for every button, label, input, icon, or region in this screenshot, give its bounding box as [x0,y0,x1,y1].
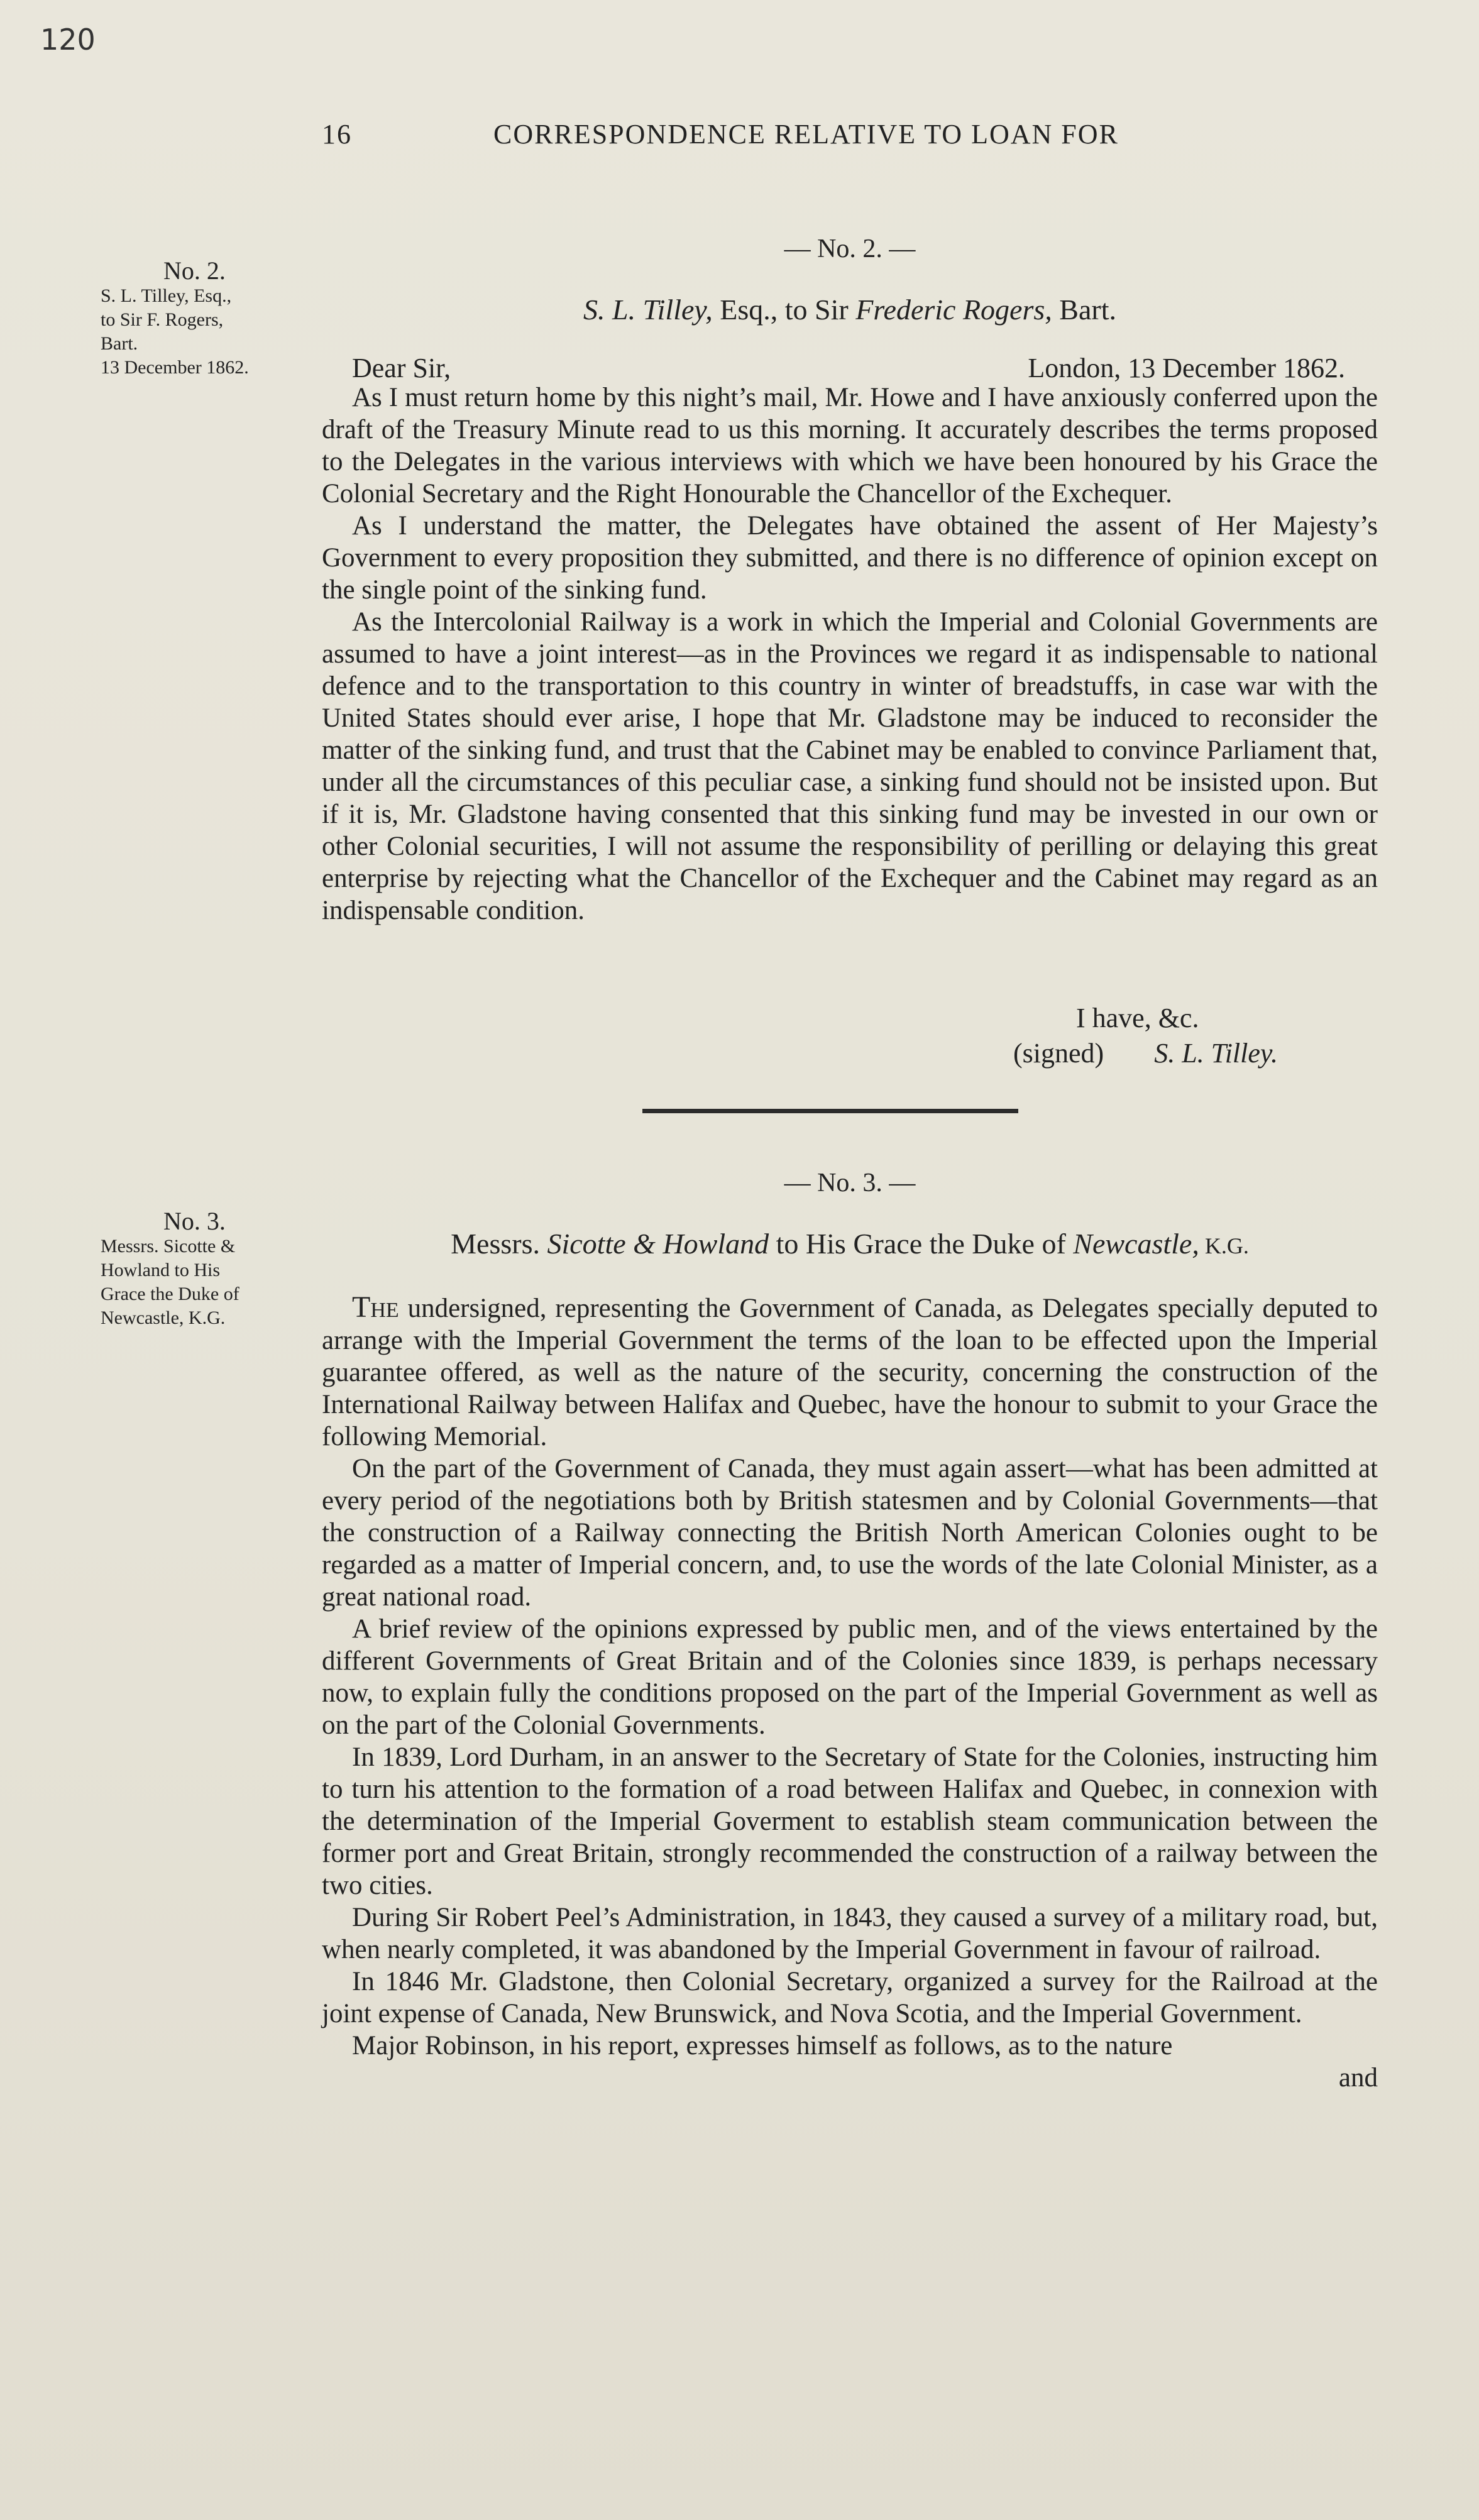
section-divider [642,1109,1018,1113]
paragraph: Major Robinson, in his report, expresses himself as follows, as to the nature [352,2031,1173,2061]
salutation: Dear Sir, [352,353,451,383]
letter-number-3: — No. 3. — [784,1169,916,1197]
letter-heading-2 [322,293,1378,326]
scan-page-number: 120 [40,23,96,57]
letter-heading-3 [322,1227,1378,1260]
heading-recipient: Frederic Rogers, [855,294,1052,326]
heading-ampersand: & [625,1228,663,1260]
margin-note-line: Messrs. Sicotte & [101,1236,236,1257]
heading-name-sicotte: Sicotte [547,1228,626,1260]
margin-note-line: Grace the Duke of [101,1284,239,1304]
paragraph: On the part of the Government of Canada, they must again assert—what has been admitted at every period of the negotiations both by British statesmen and by Colonial Governments—that the construction of a Railway connecting the British North American Colonies ought to be regarded as a matter of Imperial concern, and, to use the words of the late Colonial Minister, as a great national road. [322,1454,1378,1612]
signed-label: (signed) [1013,1038,1104,1069]
running-head-title: CORRESPONDENCE RELATIVE TO LOAN FOR [493,119,1119,150]
margin-note-line: Newcastle, K.G. [101,1307,226,1328]
paragraph: A brief review of the opinions expressed by public men, and of the views entertained by the different Governments of Great Britain and of the Colonies since 1839, is perhaps necessary now, to explain fully the conditions proposed on the part of the Imperial Government as well as on the part of the Colonial Governments. [322,1614,1378,1740]
paragraph: In 1846 Mr. Gladstone, then Colonial Secretary, organized a survey for the Railroad at the joint expense of Canada, New Brunswick, and Nova Scotia, and the Imperial Government. [322,1967,1378,2028]
letter-body-3 [322,1291,1378,2094]
paragraph: As I understand the matter, the Delegates have obtained the assent of Her Majesty’s Government to every proposition they submitted, and there is no difference of opinion except on the single point of the sinking fund. [322,511,1378,605]
heading-sender: S. L. Tilley, [583,294,713,326]
letter-body-2 [322,382,1378,927]
heading-prefix: Messrs. [451,1228,547,1260]
paragraph: In 1839, Lord Durham, in an answer to the Secretary of State for the Colonies, instructing him to turn his attention to the formation of a road between Halifax and Quebec, in connexion with the determination of the Imperial Goverment to establish steam communication between the former port and Great Britain, strongly recommended the construction of a railway between the two cities. [322,1742,1378,1900]
margin-note-line: Bart. [101,333,138,354]
margin-note-line: S. L. Tilley, Esq., [101,285,232,306]
heading-name-newcastle: Newcastle, [1073,1228,1199,1260]
margin-note-no3 [101,1209,314,1330]
margin-note-number: No. 3. [163,1207,226,1235]
heading-text: to His Grace the Duke of [769,1228,1074,1260]
paragraph [322,1291,1378,1453]
letter-number-2: — No. 2. — [784,234,916,263]
margin-note-line: to Sir F. Rogers, [101,309,224,330]
margin-note-line: 13 December 1862. [101,357,249,378]
heading-text: Esq., to Sir [712,294,856,326]
running-head [322,118,1378,150]
signature: S. L. Tilley. [1154,1038,1278,1069]
first-word: The [352,1290,399,1324]
place-date: London, 13 December 1862. [1028,353,1345,383]
paragraph-text: undersigned, representing the Government of Canada, as Delegates specially deputed to arrange with the Imperial Government the terms of the loan to be effected upon the Imperial guarantee offered, as well as the nature of the security, concerning the construction of the International Railway between Halifax and Quebec, have the honour to submit to your Grace the following Memorial. [322,1294,1378,1451]
catchword: and [1338,2063,1378,2093]
margin-note-number: No. 2. [163,256,226,285]
heading-name-howland: Howland [663,1228,769,1260]
heading-suffix: Bart. [1052,294,1116,326]
salutation-row [352,352,1377,384]
margin-note-line: Howland to His [101,1260,220,1280]
signoff [322,1001,1378,1071]
heading-suffix: K.G. [1199,1233,1249,1258]
closing: I have, &c. [1076,1003,1199,1033]
margin-note-no2 [101,256,314,380]
paragraph: During Sir Robert Peel’s Administration, in 1843, they caused a survey of a military road, but, when nearly completed, it was abandoned by the Imperial Government in favour of railroad. [322,1903,1378,1964]
paragraph: As I must return home by this night’s mail, Mr. Howe and I have anxiously conferred upon the draft of the Treasury Minute read to us this morning. It accurately describes the terms proposed to the Delegates in the various interviews with which we have been honoured by his Grace the Colonial Secretary and the Right Honourable the Chancellor of the Exchequer. [322,383,1378,509]
paragraph: As the Intercolonial Railway is a work in which the Imperial and Colonial Governments are assumed to have a joint interest—as in the Provinces we regard it as indispensable to national defence and to the transportation to this country in winter of breadstuffs, in case war with the United States should ever arise, I hope that Mr. Gladstone may be induced to reconsider the matter of the sinking fund, and trust that the Cabinet may be enabled to convince Parliament that, under all the circumstances of this peculiar case, a sinking fund should not be insisted upon. But if it is, Mr. Gladstone having consented that this sinking fund may be invested in our own or other Colonial securities, I will not assume the responsibility of perilling or delaying this great enterprise by rejecting what the Chancellor of the Exchequer and the Cabinet may regard as an indispensable condition. [322,607,1378,925]
signed-row [322,1036,1378,1071]
folio: 16 [322,119,352,150]
